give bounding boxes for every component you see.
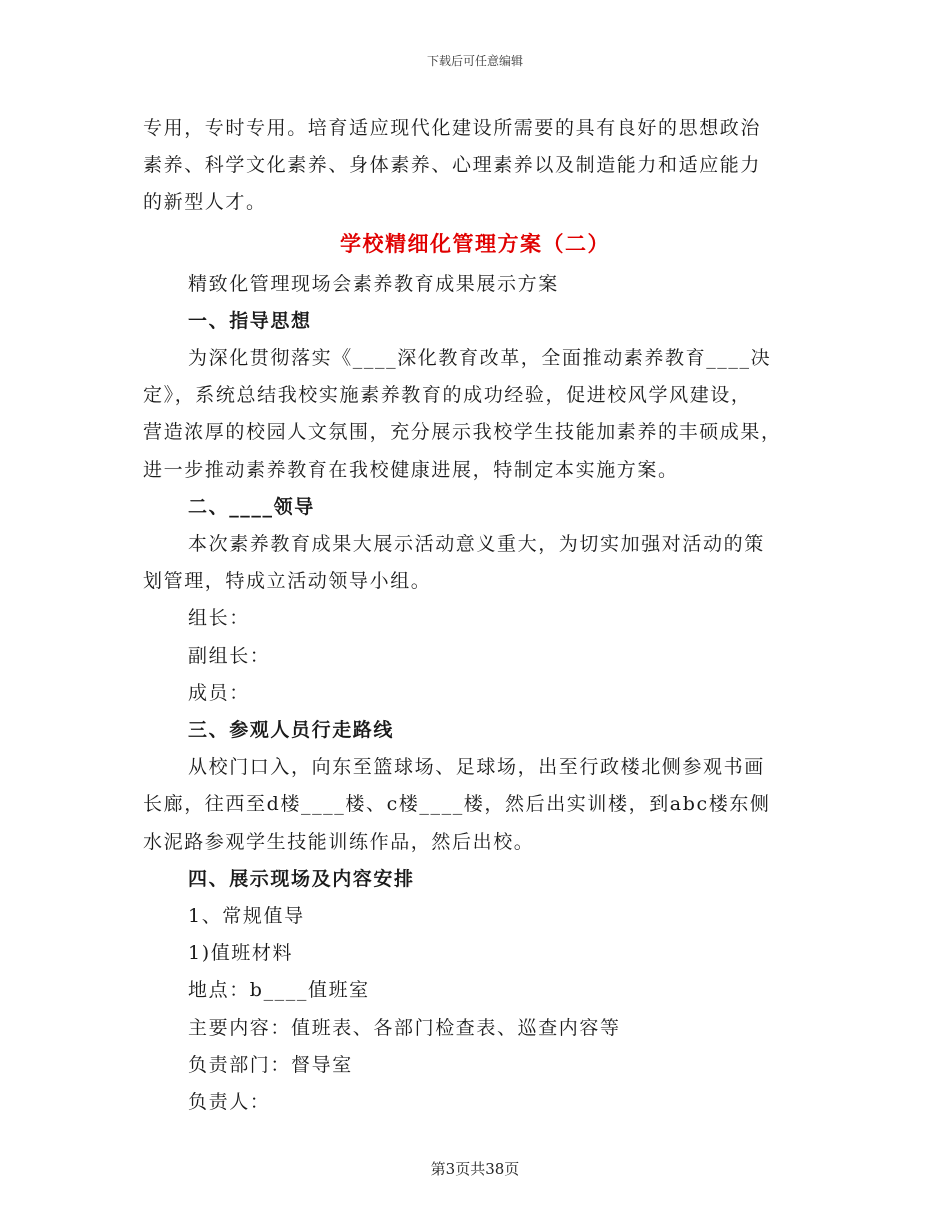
section-2-line: 本次素养教育成果大展示活动意义重大，为切实加强对活动的策: [188, 533, 765, 556]
page-footer: 第3页共38页: [430, 1160, 520, 1178]
intro-line: 专用，专时专用。培育适应现代化建设所需要的具有良好的思想政治: [143, 117, 762, 139]
section-3-line: 水泥路参观学生技能训练作品，然后出校。: [143, 830, 535, 853]
item-1-1: 1)值班材料: [188, 942, 294, 965]
document-body: [143, 110, 807, 1121]
section-2-line: 划管理，特成立活动领导小组。: [143, 570, 432, 593]
section-heading-2: 二、____领导: [188, 495, 315, 518]
vice-leader-line: 副组长：: [188, 644, 271, 667]
members-line: 成员：: [188, 681, 250, 704]
section-heading-4: 四、展示现场及内容安排: [188, 867, 415, 890]
document-title: 学校精细化管理方案（二）: [340, 230, 610, 256]
department-line: 负责部门：督导室: [188, 1053, 353, 1076]
section-3-line: 长廊，往西至d楼____楼、c楼____楼，然后出实训楼，到abc楼东侧: [143, 793, 771, 816]
section-1-line: 营造浓厚的校园人文氛围，充分展示我校学生技能加素养的丰硕成果，: [143, 421, 782, 444]
leader-line: 组长：: [188, 607, 250, 630]
section-3-line: 从校门口入，向东至篮球场、足球场，出至行政楼北侧参观书画: [188, 756, 765, 779]
main-content-line: 主要内容：值班表、各部门检查表、巡查内容等: [188, 1016, 621, 1039]
person-line: 负责人：: [188, 1091, 271, 1114]
document-subtitle: 精致化管理现场会素养教育成果展示方案: [188, 272, 559, 295]
location-line: 地点：b____值班室: [188, 979, 370, 1002]
intro-line: 素养、科学文化素养、身体素养、心理素养以及制造能力和适应能力: [143, 154, 762, 177]
item-1: 1、常规值导: [188, 905, 305, 928]
section-1-line: 进一步推动素养教育在我校健康进展，特制定本实施方案。: [143, 458, 679, 481]
section-heading-3: 三、参观人员行走路线: [188, 719, 395, 742]
page-header: 下载后可任意编辑: [426, 54, 523, 68]
section-1-line: 为深化贯彻落实《____深化教育改革，全面推动素养教育____决: [188, 347, 772, 370]
intro-line: 的新型人才。: [143, 191, 267, 214]
section-heading-1: 一、指导思想: [188, 309, 312, 332]
section-1-line: 定》，系统总结我校实施素养教育的成功经验，促进校风学风建设，: [143, 384, 752, 407]
